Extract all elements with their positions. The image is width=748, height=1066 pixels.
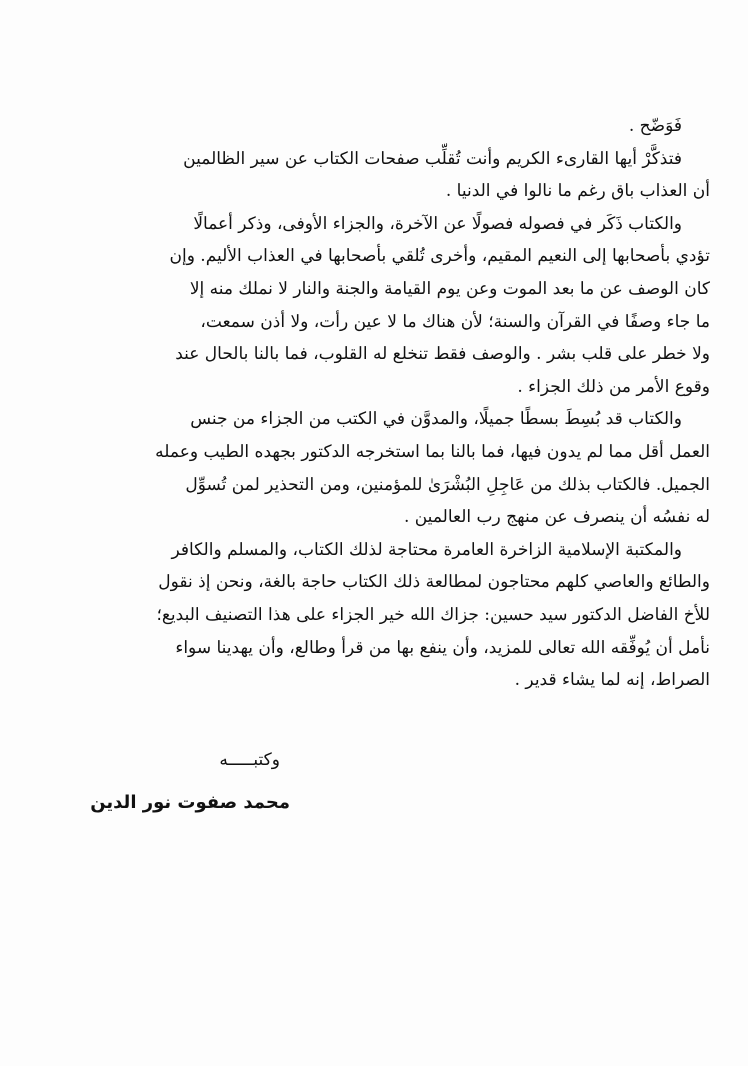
signature-name: محمد صفوت نور الدين	[90, 792, 290, 813]
text-line: والطائع والعاصي كلهم محتاجون لمطالعة ذلك الكتاب حاجة بالغة، ونحن إذ نقول	[158, 572, 710, 593]
text-line: فَوَضّح .	[628, 116, 682, 136]
text-line: كان الوصف عن ما بعد الموت وعن يوم القيامة والجنة والنار لا نملك منه إلا	[189, 278, 710, 299]
text-line: والكتاب قد بُسِطَ بسطًا جميلًا، والمدوَّن في الكتب من الجزاء من جنس	[190, 409, 682, 430]
text-line: للأخ الفاضل الدكتور سيد حسين: جزاك الله خير الجزاء على هذا التصنيف البديع؛	[156, 604, 710, 625]
text-line: أن العذاب باق رغم ما نالوا في الدنيا .	[445, 181, 710, 202]
body-text	[90, 110, 710, 697]
text-line: ما جاء وصفًا في القرآن والسنة؛ لأن هناك ما لا عين رأت، ولا أذن سمعت،	[200, 311, 710, 332]
text-line: والكتاب ذَكَر في فصوله فصولًا عن الآخرة، والجزاء الأوفى، وذكر أعمالًا	[193, 213, 682, 234]
text-line: الجميل. فالكتاب بذلك من عَاجِلِ البُشْرَىٰ للمؤمنين، ومن التحذير لمن تُسوِّل	[185, 474, 710, 495]
text-line: فتذكَّرْ أيها القارىء الكريم وأنت تُقلِّب صفحات الكتاب عن سير الظالمين	[183, 148, 682, 169]
text-line: ولا خطر على قلب بشر . والوصف فقط تنخلع له القلوب، فما بالنا بالحال عند	[175, 344, 710, 365]
text-line: وقوع الأمر من ذلك الجزاء .	[517, 376, 710, 397]
text-line: نأمل أن يُوفِّقه الله تعالى للمزيد، وأن ينفع بها من قرأ وطالع، وأن يهدينا سواء	[175, 637, 710, 658]
text-line: الصراط، إنه لما يشاء قدير .	[514, 670, 710, 691]
text-line: والمكتبة الإسلامية الزاخرة العامرة محتاجة لذلك الكتاب، والمسلم والكافر	[171, 539, 682, 560]
text-line: العمل أقل مما لم يدون فيها، فما بالنا بما استخرجه الدكتور بجهده الطيب وعمله	[155, 441, 710, 462]
signature-label: وكتبـــــه	[219, 750, 280, 770]
text-line: له نفسُه أن ينصرف عن منهج رب العالمين .	[403, 507, 710, 528]
text-line: تؤدي بأصحابها إلى النعيم المقيم، وأخرى تُلقي بأصحابها في العذاب الأليم. وإن	[169, 246, 710, 267]
